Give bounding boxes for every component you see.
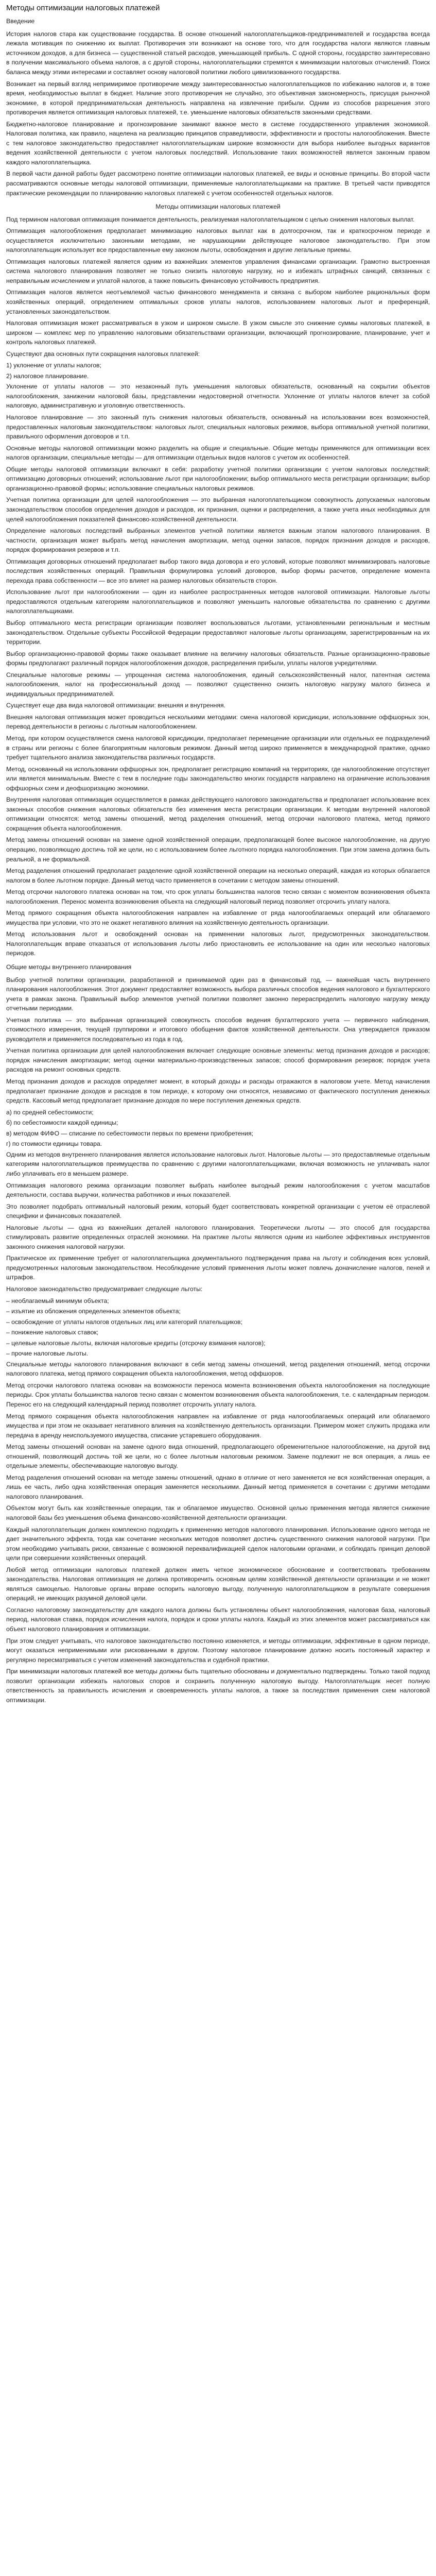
paragraph: Под термином налоговая оптимизация понимается деятельность, реализуемая налогоплательщиком с целью снижения налоговых выплат. xyxy=(6,215,415,223)
paragraph: При минимизации налоговых платежей все методы должны быть тщательно обоснованы и документально подтверждены. Только такой подход позволит организации избежать налоговых споров и сохранить полученную налоговую выгоду. Налогоплательщик несет полную ответственность за правильность исчисления и своевременность уплаты налогов, а также за последствия применения схем налоговой оптимизации. xyxy=(6,1668,430,1704)
list-item: 2) налоговое планирование. xyxy=(6,372,89,380)
paragraph: Оптимизация налоговых платежей является одним из важнейших элементов управления финансами организации. Грамотно выстроенная система налогового планирования позволяет не только снизить налоговую нагрузку, но и избежать штрафных санкций, связанных с неправильным исчислением и уплатой налогов, а также повысить финансовую устойчивость предприятия. xyxy=(6,258,430,284)
list-item: – освобождение от уплаты налогов отдельных лиц или категорий плательщиков; xyxy=(6,1318,242,1326)
list-item: – изъятие из обложения определенных элементов объекта; xyxy=(6,1308,181,1315)
paragraph: Внешняя налоговая оптимизация может проводиться несколькими методами: смена налоговой юрисдикции, использование оффшорных зон, перевод деятельности в регионы с льготным налогообложением. xyxy=(6,713,430,731)
paragraph: Выбор учетной политики организации, разработанной и принимаемой один раз в финансовый год, — важнейшая часть внутреннего планирования налогообложения. Этот документ предоставляет возможность выбора различных способов ведения налогового и бухгалтерского учета в рамках закона. Правильный выбор элементов учетной политики позволяет законно перераспределить налоговую нагрузку между отчетными периодами. xyxy=(6,976,430,1012)
list-item: в) методом ФИФО — списание по себестоимости первых по времени приобретения; xyxy=(6,1129,253,1137)
paragraph: Оптимизация налогового режима организации позволяет выбрать наиболее выгодный режим налогообложения с учетом масштабов деятельности, состава выручки, количества работников и иных показателей. xyxy=(6,1181,430,1199)
page-title: Методы оптимизации налоговых платежей xyxy=(6,4,160,12)
paragraph: Оптимизация договорных отношений предполагает выбор такого вида договора и его условий, которые позволяют минимизировать налоговые последствия хозяйственных операций. Правильная формулировка условий договоров, выбор формы расчетов, определение момента перехода права собственности — все это влияет на размер налоговых обязательств сторон. xyxy=(6,557,430,584)
paragraph: Определение налоговых последствий выбранных элементов учетной политики является важным этапом налогового планирования. В частности, организация может выбрать метод начисления амортизации, метод оценки запасов, порядок признания доходов и расходов, порядок формирования резервов и т.п. xyxy=(6,527,430,554)
paragraph: Метод отсрочки налогового платежа основан на том, что срок уплаты большинства налогов тесно связан с моментом возникновения объекта налогообложения. Перенос момента возникновения объекта на следующий налоговый период позволяет отсрочить уплату налога. xyxy=(6,888,430,905)
paragraph: В первой части данной работы будет рассмотрено понятие оптимизации налоговых платежей, ее виды и основные принципы. Во второй части рассматриваются основные методы налоговой оптимизации, применяемые налогоплательщиками на практике. В третьей части приводятся практические рекомендации по планированию налоговых платежей с учетом особенностей отдельных налогов. xyxy=(6,170,430,197)
paragraph: Метод использования льгот и освобождений основан на применении налоговых льгот, предусмотренных законодательством. Налогоплательщик вправе отказаться от использования льготы либо приостановить ее использование на один или несколько налоговых периодов. xyxy=(6,930,430,957)
paragraph: Налоговая оптимизация может рассматриваться в узком и широком смысле. В узком смысле это снижение суммы налоговых платежей, в широком — комплекс мер по управлению налоговыми обязательствами организации, включающий прогнозирование, планирование, учет и контроль налоговых платежей. xyxy=(6,319,430,346)
paragraph: Метод признания доходов и расходов определяет момент, в который доходы и расходы отражаются в налоговом учете. Метод начисления предполагает признание доходов и расходов в том периоде, к которому они относятся, независимо от фактического поступления денежных средств. Кассовый метод предполагает признание доходов по мере поступления денежных средств. xyxy=(6,1078,430,1105)
paragraph: История налогов стара как существование государства. В основе отношений налогоплательщиков-предпринимателей и государства всегда лежала мотивация по снижению их выплат. Противоречия эти возникают на основе того, что для государства налоги являются главным источником доходов, а для бизнеса — существенной статьей расходов, уменьшающей прибыль. С одной стороны, государство заинтересовано в получении максимального объема налогов, а с другой стороны, налогоплательщики стремятся к минимизации налоговых отчислений. Поиск баланса между этими интересами и составляет основу налоговой политики любого цивилизованного государства. xyxy=(6,30,430,76)
paragraph: Основные методы налоговой оптимизации можно разделить на общие и специальные. Общие методы применяются для оптимизации всех налогов организации, специальные методы — для оптимизации отдельных видов налогов с учетом их особенностей. xyxy=(6,444,430,462)
list-item: 1) уклонение от уплаты налогов; xyxy=(6,362,101,369)
paragraph: Метод замены отношений основан на замене одного вида отношений, предполагающего обременительное налогообложение, на другой вид отношений, позволяющий достичь той же цели, но с более льготным налоговым режимом. Замене подлежит не вся операция, а лишь ее отдельные элементы, обеспечивающие налоговую выгоду. xyxy=(6,1443,430,1470)
paragraph: Одним из методов внутреннего планирования является использование налоговых льгот. Налоговые льготы — это предоставляемые отдельным категориям налогоплательщиков преимущества по сравнению с другими налогоплательщиками, включая возможность не уплачивать налог либо уплачивать его в меньшем размере. xyxy=(6,1150,430,1177)
paragraph: Учетная политика организации для целей налогообложения включает следующие основные элементы: метод признания доходов и расходов; порядок начисления амортизации; метод оценки материально-производственных запасов; способ формирования резервов; порядок учета расходов на ремонт основных средств. xyxy=(6,1047,430,1074)
paragraph: Учетная политика организации для целей налогообложения — это выбранная налогоплательщиком совокупность допускаемых налоговым законодательством способов определения доходов и расходов, их признания, оценки и распределения, а также учета иных необходимых для целей налогообложения показателей финансово-хозяйственной деятельности. xyxy=(6,496,430,523)
paragraph: Налоговые льготы — одна из важнейших деталей налогового планирования. Теоретически льготы — это способ для государства стимулировать развитие определенных отраслей экономики. На практике льготы являются одним из наиболее эффективных инструментов законного снижения налоговой нагрузки. xyxy=(6,1224,430,1250)
paragraph: Внутренняя налоговая оптимизация осуществляется в рамках действующего налогового законодательства и предполагает использование всех законных способов снижения налоговых обязательств без изменения места регистрации организации. К методам внутренней налоговой оптимизации относятся: метод замены отношений, метод разделения отношений, метод отсрочки налогового платежа, метод прямого сокращения объекта налогообложения. xyxy=(6,796,430,832)
paragraph: Метод прямого сокращения объекта налогообложения направлен на избавление от ряда налогооблагаемых операций или облагаемого имущества при условии, что это не окажет негативного влияния на хозяйственную деятельность организации. xyxy=(6,909,430,926)
list-item: а) по средней себестоимости; xyxy=(6,1108,94,1116)
paragraph: Выбор оптимального места регистрации организации позволяет воспользоваться льготами, установленными региональным и местным законодательством. Отдельные субъекты Российской Федерации предоставляют налоговые льготы организациям, зарегистрированным на их территории. xyxy=(6,619,430,646)
section-heading: Общие методы внутреннего планирования xyxy=(6,963,132,971)
paragraph: Учетная политика — это выбранная организацией совокупность способов ведения бухгалтерского учета — первичного наблюдения, стоимостного измерения, текущей группировки и итогового обобщения фактов хозяйственной деятельности. Она утверждается приказом руководителя и применяется последовательно из года в год. xyxy=(6,1016,430,1043)
paragraph: Метод отсрочки налогового платежа основан на возможности переноса момента возникновения объекта налогообложения на последующие периоды. Срок уплаты большинства налогов тесно связан с моментом возникновения объекта налогообложения, т.е. с календарным периодом. Перенос его на следующий календарный период позволяет отсрочить уплату налога. xyxy=(6,1381,430,1408)
list-item: – целевые налоговые льготы, включая налоговые кредиты (отсрочку взимания налогов); xyxy=(6,1339,266,1347)
paragraph: Уклонение от уплаты налогов — это незаконный путь уменьшения налоговых обязательств, основанный на сокрытии объектов налогообложения, занижении налоговой базы, представлении недостоверной отчетности. Уклонение от уплаты налогов влечет за собой налоговую, административную и уголовную ответственность. xyxy=(6,383,430,410)
list-item: – прочие налоговые льготы. xyxy=(6,1350,89,1358)
paragraph: Налоговое планирование — это законный путь снижения налоговых обязательств, основанный на использовании всех возможностей, предоставленных налоговым законодательством: налоговых льгот, специальных налоговых режимов, выбора оптимальной учетной политики, правильного оформления договоров и т.п. xyxy=(6,414,430,440)
section-heading: Методы оптимизации налоговых платежей xyxy=(155,203,281,211)
paragraph: При этом следует учитывать, что налоговое законодательство постоянно изменяется, и методы оптимизации, эффективные в одном периоде, могут оказаться неприменимыми или рискованными в другом. Поэтому налоговое планирование должно носить постоянный характер и регулярно пересматриваться с учетом изменений законодательства и судебной практики. xyxy=(6,1637,430,1664)
paragraph: Метод, при котором осуществляется смена налоговой юрисдикции, предполагает перемещение организации или отдельных ее подразделений в страны или регионы с более благоприятным налоговым режимом. Данный метод широко применяется в международной практике, однако требует тщательного анализа законодательства различных государств. xyxy=(6,734,430,761)
paragraph: Оптимизация налогов является неотъемлемой частью финансового менеджмента и связана с выбором наиболее рациональных форм хозяйственных операций, определением оптимальных сроков уплаты налогов, использованием налоговых льгот и преференций, установленных законодательством. xyxy=(6,289,430,315)
list-item: б) по себестоимости каждой единицы; xyxy=(6,1119,118,1127)
paragraph: Метод, основанный на использовании оффшорных зон, предполагает регистрацию компаний на территориях, где налогообложение отсутствует или является минимальным. Вместе с тем в последние годы законодательство многих государств направлено на ограничение использования оффшорных схем и деофшоризацию экономики. xyxy=(6,765,430,792)
paragraph: Специальные методы налогового планирования включают в себя метод замены отношений, метод разделения отношений, метод отсрочки налогового платежа, метод прямого сокращения объекта налогообложения, метод оффшоров. xyxy=(6,1360,430,1378)
paragraph: Метод замены отношений основан на замене одной хозяйственной операции, предполагающей более высокое налогообложение, на другую операцию, позволяющую достичь той же цели, но с использованием более льготного порядка налогообложения. При этом замена должна быть реальной, а не формальной. xyxy=(6,836,430,863)
paragraph: Каждый налогоплательщик должен комплексно подходить к применению методов налогового планирования. Использование одного метода не дает значительного эффекта, тогда как сочетание нескольких методов позволяет достичь существенного снижения налоговой нагрузки. При этом необходимо учитывать риски, связанные с возможной переквалификацией сделок налоговыми органами, и соблюдать принцип деловой цели при совершении хозяйственных операций. xyxy=(6,1526,430,1562)
list-item: – необлагаемый минимум объекта; xyxy=(6,1297,109,1304)
paragraph: Метод разделения отношений предполагает разделение одной хозяйственной операции на несколько операций, каждая из которых облагается налогом в более льготном порядке. Данный метод часто применяется в сочетании с методом замены отношений. xyxy=(6,867,430,884)
paragraph: Метод прямого сокращения объекта налогообложения направлен на избавление от ряда налогооблагаемых операций или облагаемого имущества и при этом не оказывает негативного влияния на хозяйственную деятельность организации. Примером может служить продажа или передача в аренду неиспользуемого имущества, списание устаревшего оборудования. xyxy=(6,1412,430,1439)
paragraph: Это позволяет подобрать оптимальный налоговый режим, который будет соответствовать конкретной организации с учетом её отраслевой специфики и финансовых показателей. xyxy=(6,1202,430,1220)
paragraph: Любой метод оптимизации налоговых платежей должен иметь четкое экономическое обоснование и соответствовать требованиям законодательства. Налоговая оптимизация не должна противоречить основным целям хозяйственной деятельности организации и не может являться самоцелью. Налоговые органы вправе оспорить налоговую выгоду, полученную налогоплательщиком в результате совершения операций, не имеющих разумной деловой цели. xyxy=(6,1566,430,1602)
list-item: г) по стоимости единицы товара. xyxy=(6,1140,102,1148)
paragraph: Возникает на первый взгляд непримиримое противоречие между заинтересованностью налогоплательщиков по избежанию налогов и, в тоже время, необходимостью выплат в бюджет. Наличие этого противоречия не случайно, это объективная закономерность, присущая рыночной экономике, в которой предпринимательская деятельность направлена на извлечение прибыли. Одним из способов разрешения этого противоречия является оптимизация налоговых платежей, т.е. уменьшение налоговых обязательств законными средствами. xyxy=(6,80,430,116)
paragraph: Налоговое законодательство предусматривает следующие льготы: xyxy=(6,1285,203,1293)
document-body xyxy=(6,16,430,1705)
paragraph: Объектом могут быть как хозяйственные операции, так и облагаемое имущество. Основной целью применения метода является снижение налоговой базы без уменьшения объема финансово-хозяйственной деятельности организации. xyxy=(6,1504,430,1521)
paragraph: Специальные налоговые режимы — упрощенная система налогообложения, единый сельскохозяйственный налог, патентная система налогообложения, налог на профессиональный доход — позволяют существенно снизить налоговую нагрузку малого бизнеса и индивидуальных предпринимателей. xyxy=(6,671,430,698)
paragraph: Выбор организационно-правовой формы также оказывает влияние на величину налоговых обязательств. Разные организационно-правовые формы предполагают различный порядок налогообложения доходов, распределения прибыли, уплаты налогов учредителями. xyxy=(6,650,430,667)
paragraph: Бюджетно-налоговое планирование и прогнозирование занимают важное место в системе государственного управления экономикой. Налоговая политика, как правило, нацелена на реализацию принципов справедливости, эффективности и простоты налогообложения. Вместе с тем налоговое законодательство предоставляет налогоплательщикам широкие возможности для выбора наиболее выгодных вариантов ведения хозяйственной деятельности с учетом налоговых последствий. Использование таких возможностей является законным правом каждого налогоплательщика. xyxy=(6,120,430,166)
paragraph: Согласно налоговому законодательству для каждого налога должны быть установлены объект налогообложения, налоговая база, налоговый период, налоговая ставка, порядок исчисления налога, порядок и сроки уплаты налога. Каждый из этих элементов может рассматриваться как объект налогового планирования и оптимизации. xyxy=(6,1606,430,1633)
paragraph: Существуют два основных пути сокращения налоговых платежей: xyxy=(6,350,200,358)
list-item: – понижение налоговых ставок; xyxy=(6,1329,99,1336)
paragraph: Оптимизация налогообложения предполагает минимизацию налоговых выплат как в долгосрочном, так и краткосрочном периоде и осуществляется исключительно законными методами, не нарушающими действующее налоговое законодательство. При этом налогоплательщик использует все предоставленные ему законом льготы, освобождения и другие легальные приемы. xyxy=(6,227,430,254)
paragraph: Общие методы налоговой оптимизации включают в себя: разработку учетной политики организации с учетом налоговых последствий; оптимизацию договорных отношений; использование льгот при налогообложении; выбор оптимального места регистрации организации; выбор организационно-правовой формы; использование специальных налоговых режимов. xyxy=(6,465,430,492)
intro-label: Введение xyxy=(6,18,35,25)
paragraph: Практическое их применение требует от налогоплательщика документального подтверждения права на льготу и соблюдения всех условий, предусмотренных налоговым законодательством. Несоблюдение условий применения льготы может повлечь доначисление налогов, пеней и штрафов. xyxy=(6,1255,430,1281)
paragraph: Использование льгот при налогообложении — один из наиболее распространенных методов налоговой оптимизации. Налоговые льготы предоставляются отдельным категориям налогоплательщиков и позволяют уменьшить налоговые обязательства по сравнению с другими налогоплательщиками. xyxy=(6,588,430,615)
paragraph: Метод разделения отношений основан на методе замены отношений, однако в отличие от него заменяется не вся хозяйственная операция, а лишь ее часть, либо одна хозяйственная операция заменяется несколькими. Данный метод применяется в сочетании с другими методами налогового планирования. xyxy=(6,1473,430,1500)
paragraph: Существует еще два вида налоговой оптимизации: внешняя и внутренняя. xyxy=(6,702,225,709)
